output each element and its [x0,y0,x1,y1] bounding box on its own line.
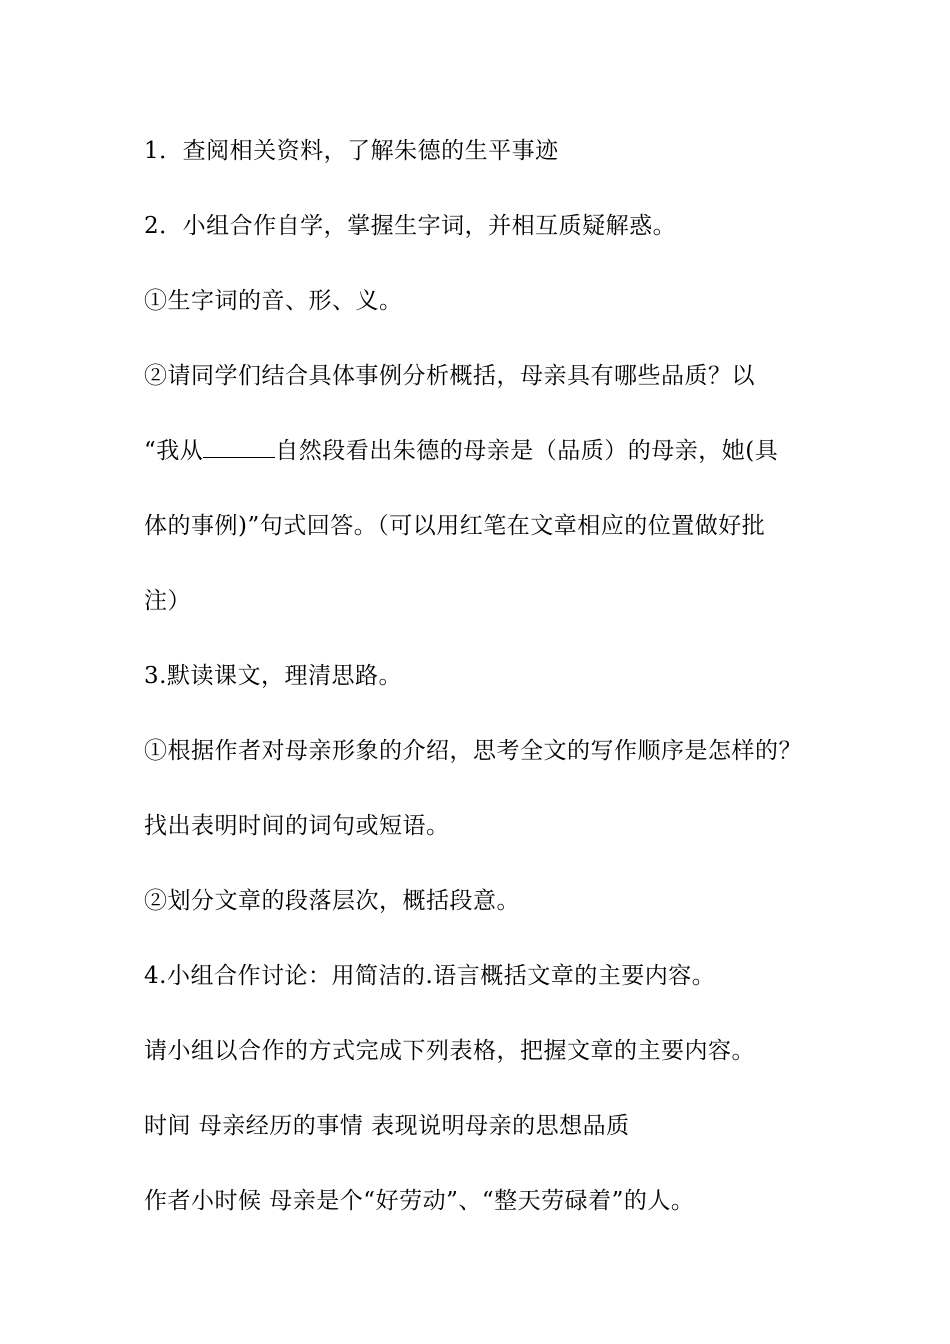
text-line-3: ①生字词的音、形、义。 [144,288,403,314]
table-row-line: 作者小时候 母亲是个“好劳动”、“整天劳碌着”的人。 [144,1188,695,1214]
text-line-5 [144,436,844,466]
text-line-10: 找出表明时间的词句或短语。 [144,813,450,839]
text-line-11: ②划分文章的段落层次，概括段意。 [144,888,520,914]
text-line-6: 体的事例)”句式回答。（可以用红笔在文章相应的位置做好批 [144,513,766,539]
table-header-line: 时间 母亲经历的事情 表现说明母亲的思想品质 [144,1113,630,1139]
text-line-4: ②请同学们结合具体事例分析概括，母亲具有哪些品质？以 [144,363,755,389]
text-line-5-end: 自然段看出朱德的母亲是（品质）的母亲，她(具 [275,438,779,464]
text-line-8: 3.默读课文，理清思路。 [144,663,402,689]
text-line-12: 4.小组合作讨论：用简洁的.语言概括文章的主要内容。 [144,963,716,989]
text-line-2: 2．小组合作自学，掌握生字词，并相互质疑解惑。 [144,213,677,239]
text-line-1: 1．查阅相关资料，了解朱德的生平事迹 [144,138,559,164]
text-line-5-start: “我从 [144,438,204,464]
text-line-13: 请小组以合作的方式完成下列表格，把握文章的主要内容。 [144,1038,755,1064]
text-line-9: ①根据作者对母亲形象的介绍，思考全文的写作顺序是怎样的？ [144,738,802,764]
text-line-7: 注） [144,588,191,614]
fill-in-blank [203,439,275,458]
